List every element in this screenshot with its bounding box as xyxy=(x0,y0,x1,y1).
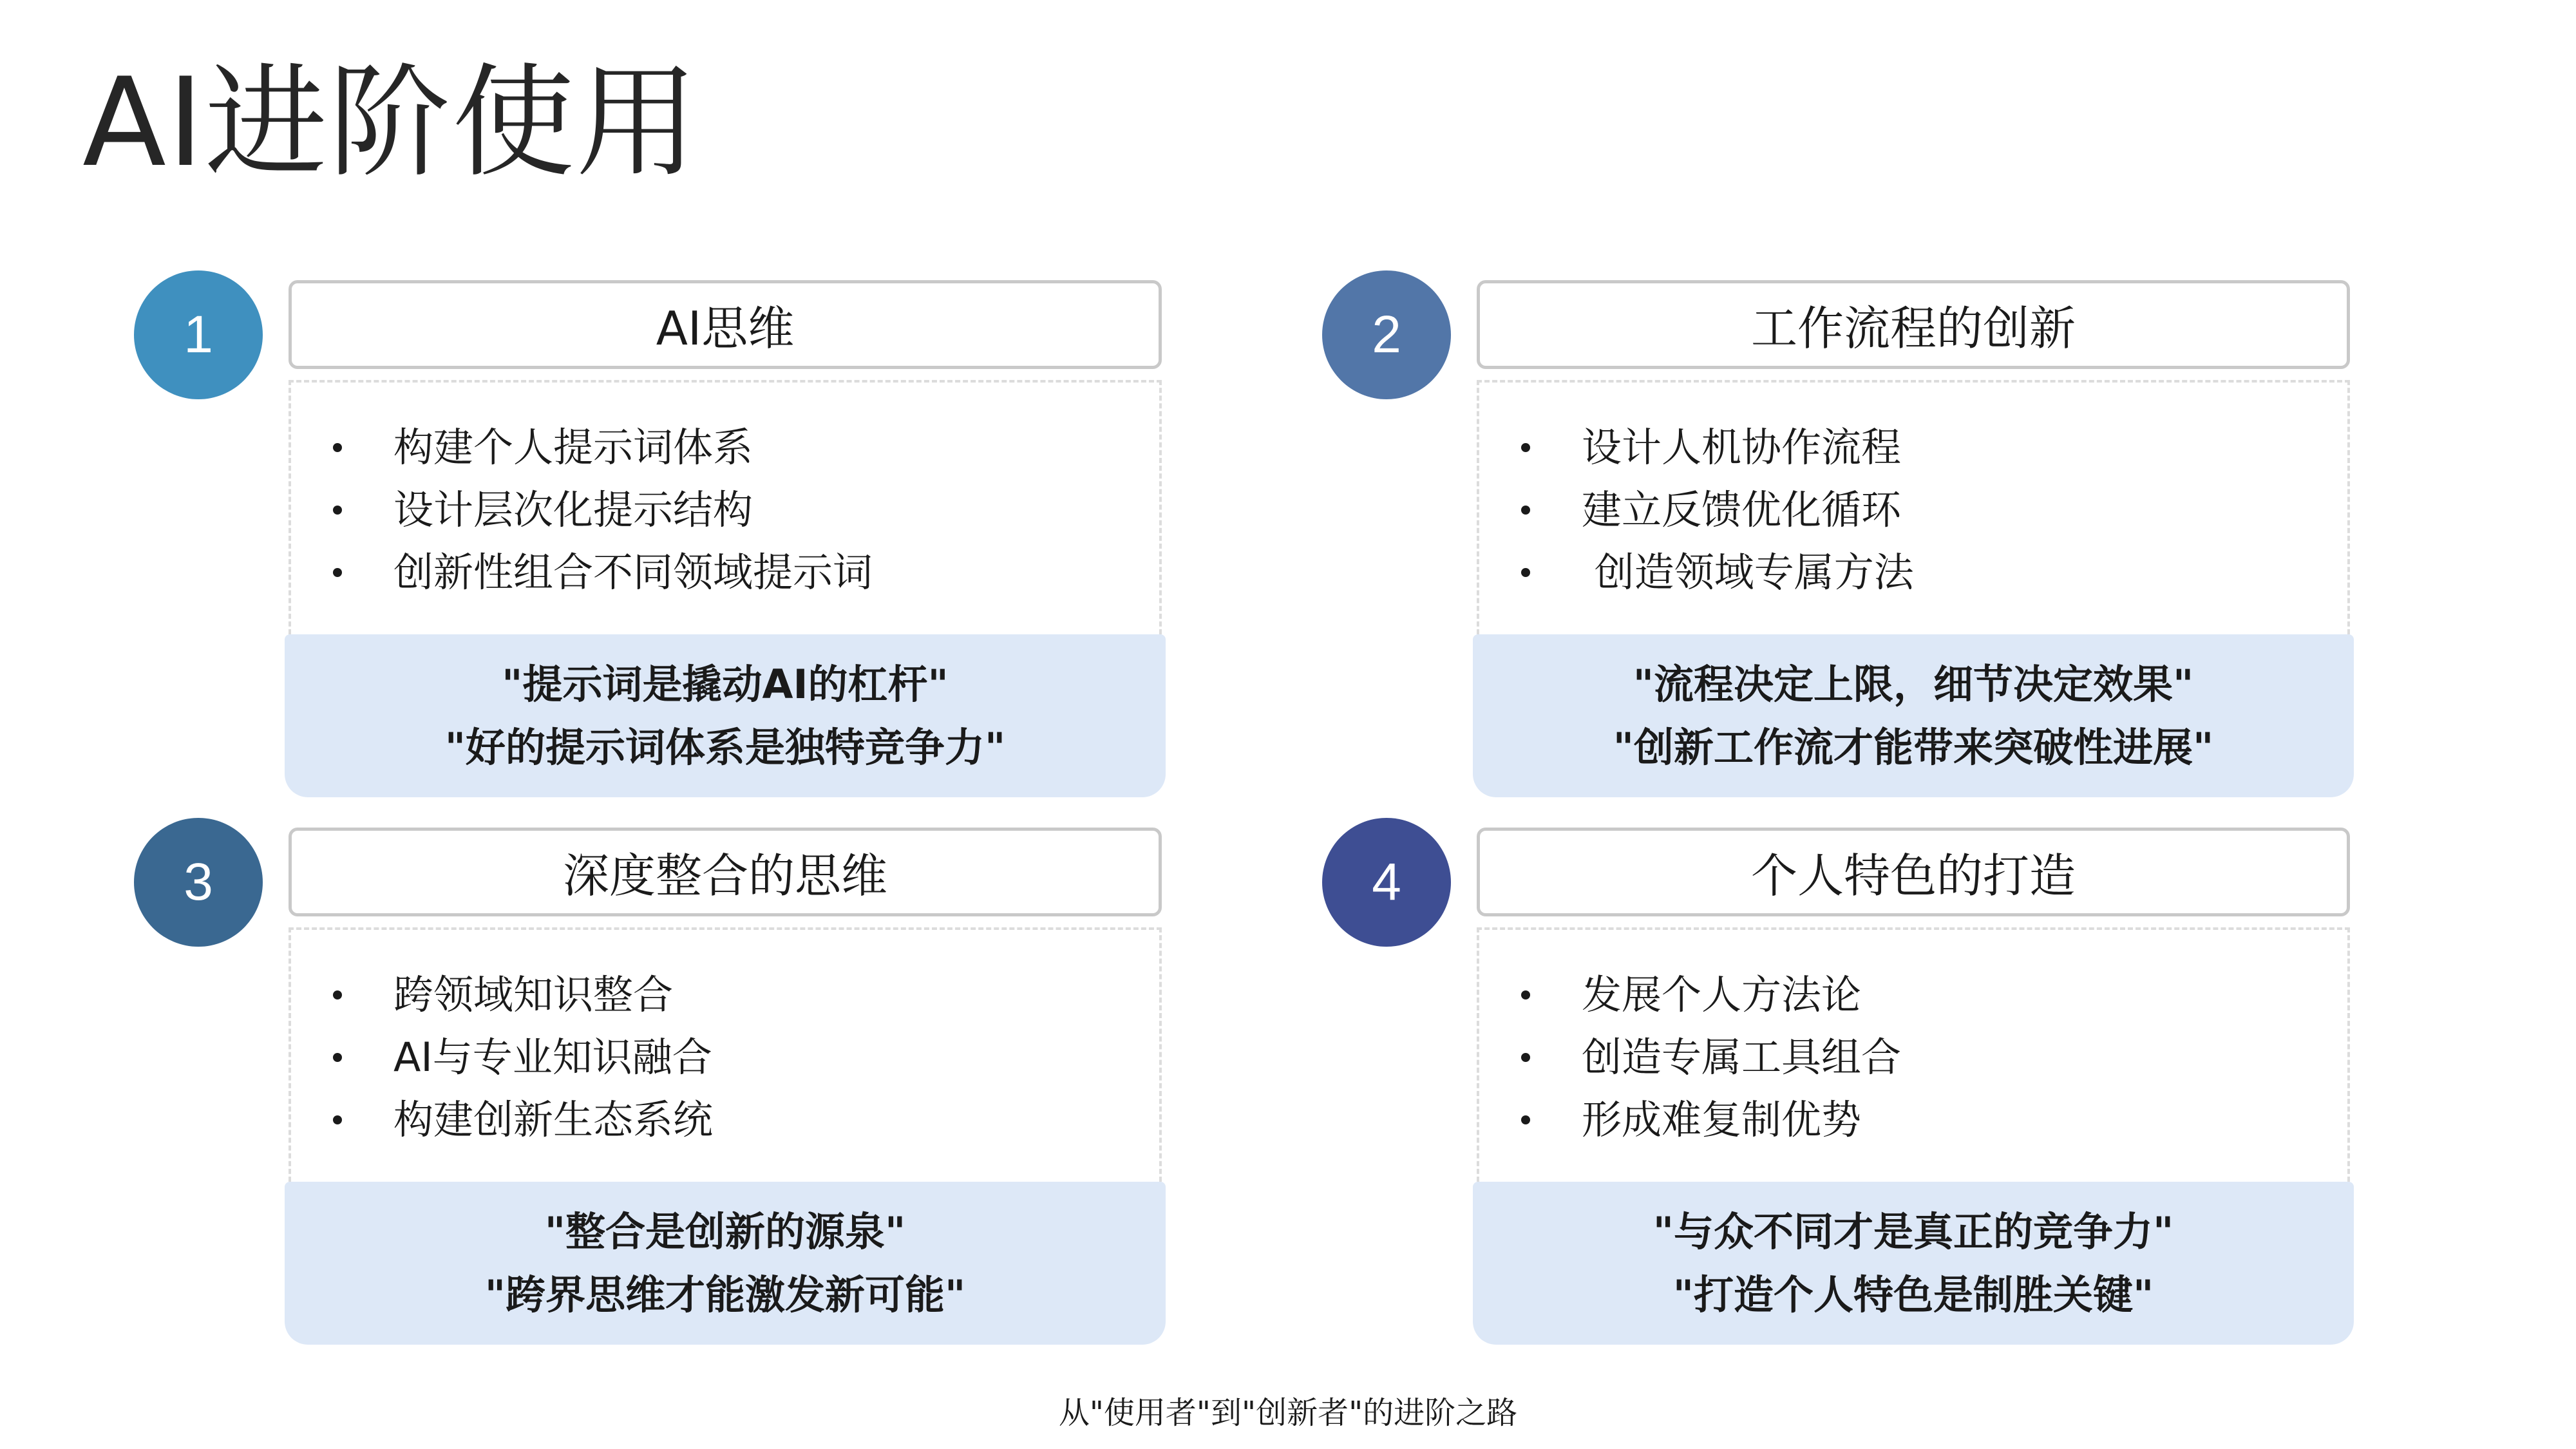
quote-line: "流程决定上限，细节决定效果" xyxy=(1633,660,2194,708)
section-number-badge: 3 xyxy=(134,818,263,947)
list-item xyxy=(1521,541,2347,603)
quote-line: "整合是创新的源泉" xyxy=(544,1208,906,1255)
list-item xyxy=(333,963,1159,1026)
list-item-text: 设计人机协作流程 xyxy=(1582,424,1902,471)
quote-line: "提示词是撬动AI的杠杆" xyxy=(502,660,949,708)
list-item xyxy=(333,416,1159,478)
bullet-dot-icon xyxy=(1521,1053,1530,1062)
page-title: AI进阶使用 xyxy=(82,52,700,194)
section-number-badge: 2 xyxy=(1322,270,1451,399)
quote-panel xyxy=(1473,1182,2354,1345)
list-item-text: AI与专业知识融合 xyxy=(393,1034,712,1081)
footer-caption: 从"使用者"到"创新者"的进阶之路 xyxy=(1058,1395,1518,1431)
quote-line: "好的提示词体系是独特竞争力" xyxy=(444,723,1006,771)
bullet-dot-icon xyxy=(1521,568,1530,577)
section-number-badge: 1 xyxy=(134,270,263,399)
section-heading: 深度整合的思维 xyxy=(289,828,1162,916)
quote-panel xyxy=(285,634,1166,797)
bullet-dot-icon xyxy=(1521,506,1530,515)
quote-panel xyxy=(285,1182,1166,1345)
list-item xyxy=(333,478,1159,541)
quote-line: "跨界思维才能激发新可能" xyxy=(484,1271,966,1318)
quote-line: "与众不同才是真正的竞争力" xyxy=(1653,1208,2174,1255)
bullet-panel xyxy=(289,927,1162,1182)
section-heading: AI思维 xyxy=(289,280,1162,369)
section-personal-signature xyxy=(1317,818,2322,1372)
bullet-dot-icon xyxy=(333,990,342,999)
section-deep-integration xyxy=(129,818,1133,1372)
bullet-list xyxy=(1479,383,2347,603)
list-item-text: 跨领域知识整合 xyxy=(393,971,674,1018)
bullet-dot-icon xyxy=(333,1053,342,1062)
bullet-panel xyxy=(289,380,1162,634)
bullet-panel xyxy=(1477,380,2350,634)
list-item-text: 构建创新生态系统 xyxy=(393,1096,714,1143)
bullet-dot-icon xyxy=(333,443,342,452)
list-item-text: 设计层次化提示结构 xyxy=(393,486,753,533)
list-item xyxy=(1521,1088,2347,1151)
list-item-text: 创新性组合不同领域提示词 xyxy=(393,549,873,596)
list-item-text: 发展个人方法论 xyxy=(1582,971,1862,1018)
list-item xyxy=(1521,1026,2347,1088)
list-item xyxy=(333,1026,1159,1088)
bullet-list xyxy=(291,930,1159,1151)
list-item-text: 创造专属工具组合 xyxy=(1582,1034,1902,1081)
bullet-list xyxy=(1479,930,2347,1151)
bullet-list xyxy=(291,383,1159,603)
section-heading: 个人特色的打造 xyxy=(1477,828,2350,916)
bullet-panel xyxy=(1477,927,2350,1182)
bullet-dot-icon xyxy=(333,506,342,515)
bullet-dot-icon xyxy=(1521,443,1530,452)
bullet-dot-icon xyxy=(333,1115,342,1124)
list-item-text: 构建个人提示词体系 xyxy=(393,424,753,471)
quote-line: "打造个人特色是制胜关键" xyxy=(1672,1271,2154,1318)
list-item xyxy=(333,1088,1159,1151)
quote-line: "创新工作流才能带来突破性进展" xyxy=(1613,723,2214,771)
bullet-dot-icon xyxy=(1521,1115,1530,1124)
list-item xyxy=(1521,478,2347,541)
section-workflow-innovation xyxy=(1317,270,2322,824)
section-ai-thinking xyxy=(129,270,1133,824)
list-item xyxy=(333,541,1159,603)
section-heading: 工作流程的创新 xyxy=(1477,280,2350,369)
section-number-badge: 4 xyxy=(1322,818,1451,947)
list-item xyxy=(1521,963,2347,1026)
list-item-text: 创造领域专属方法 xyxy=(1582,549,1914,596)
list-item-text: 建立反馈优化循环 xyxy=(1582,486,1902,533)
list-item-text: 形成难复制优势 xyxy=(1582,1096,1862,1143)
bullet-dot-icon xyxy=(1521,990,1530,999)
list-item xyxy=(1521,416,2347,478)
quote-panel xyxy=(1473,634,2354,797)
bullet-dot-icon xyxy=(333,568,342,577)
